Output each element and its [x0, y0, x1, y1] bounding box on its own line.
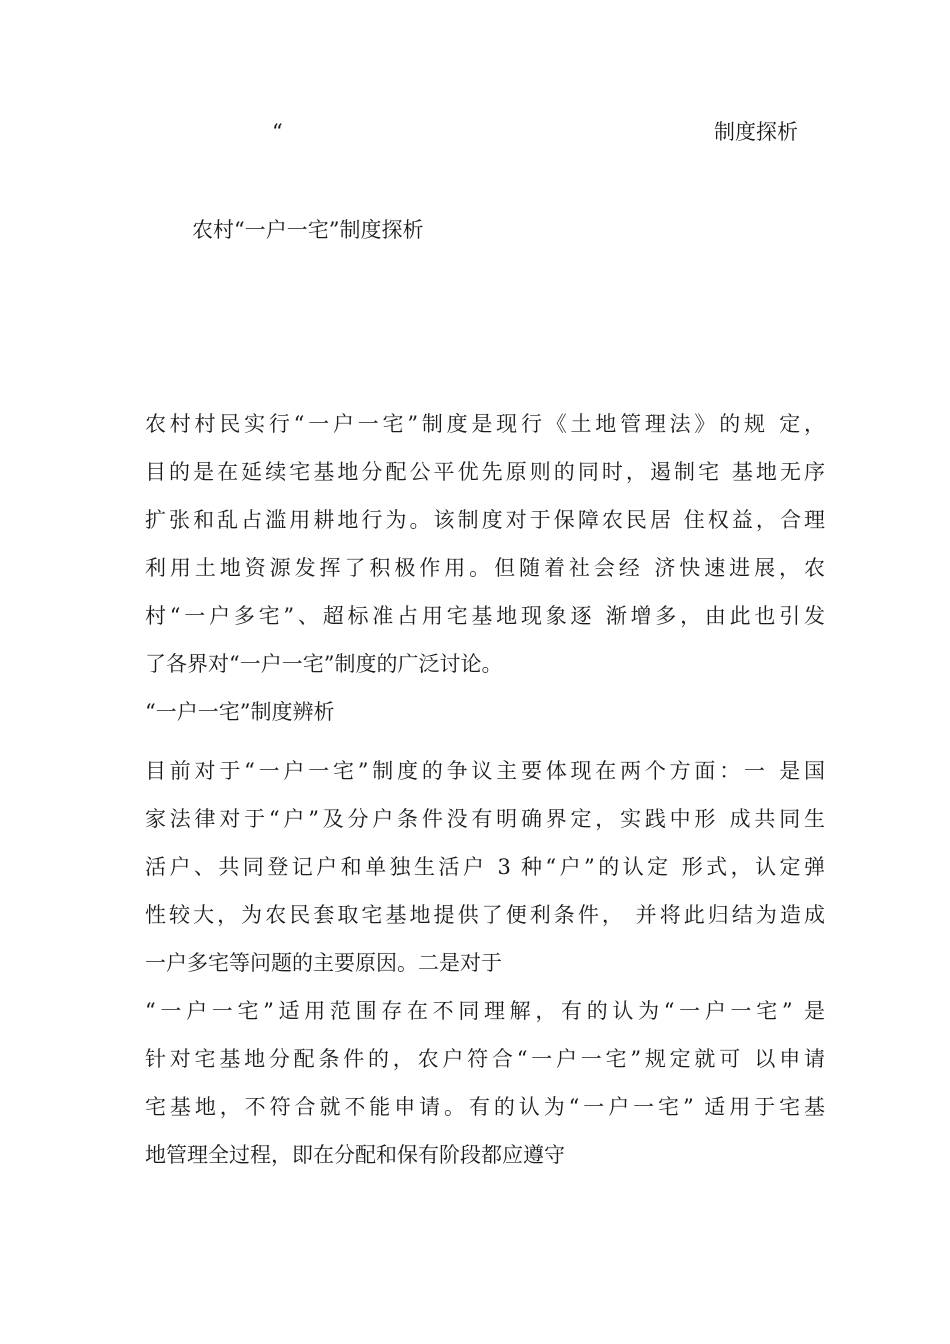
- paragraph-1-line: 农村村民实行“一户一宅”制度是现行《土地管理法》的规 定，: [145, 412, 825, 436]
- running-header-title: 制度探析: [714, 120, 798, 144]
- paragraph-3-line: “一户一宅”适用范围存在不同理解，有的认为“一户一宅” 是: [145, 999, 825, 1023]
- paragraph-1-line: 村“一户多宅”、超标准占用宅基地现象逐 渐增多，由此也引发: [145, 604, 825, 628]
- paragraph-1-line: 利用土地资源发挥了积极作用。但随着社会经 济快速进展，农: [145, 556, 825, 580]
- paragraph-2-line: 一户多宅等问题的主要原因。二是对于: [145, 951, 502, 975]
- paragraph-3-line: 宅基地，不符合就不能申请。有的认为“一户一宅” 适用于宅基: [145, 1095, 825, 1119]
- paragraph-3-line: 地管理全过程，即在分配和保有阶段都应遵守: [145, 1143, 565, 1167]
- paragraph-3-line: 针对宅基地分配条件的，农户符合“一户一宅”规定就可 以申请: [145, 1047, 825, 1071]
- paragraph-1-line: 扩张和乱占滥用耕地行为。该制度对于保障农民居 住权益，合理: [145, 508, 825, 532]
- paragraph-2-line: 目前对于“一户一宅”制度的争议主要体现在两个方面：一 是国: [145, 759, 825, 783]
- header-quote-mark: “: [272, 120, 283, 144]
- document-title: 农村“一户一宅”制度探析: [192, 218, 424, 242]
- paragraph-2-line: 性较大，为农民套取宅基地提供了便利条件， 并将此归结为造成: [145, 903, 825, 927]
- section-heading: “一户一宅”制度辨析: [145, 700, 335, 724]
- paragraph-1-line: 了各界对“一户一宅”制度的广泛讨论。: [145, 652, 503, 676]
- paragraph-2-line: 家法律对于“户”及分户条件没有明确界定，实践中形 成共同生: [145, 807, 825, 831]
- paragraph-1-line: 目的是在延续宅基地分配公平优先原则的同时，遏制宅 基地无序: [145, 460, 825, 484]
- paragraph-2-line: 活户、共同登记户和单独生活户 3 种“户”的认定 形式，认定弹: [145, 855, 825, 879]
- body-text-block-1: [145, 400, 825, 736]
- body-text-block-2: [145, 747, 825, 1179]
